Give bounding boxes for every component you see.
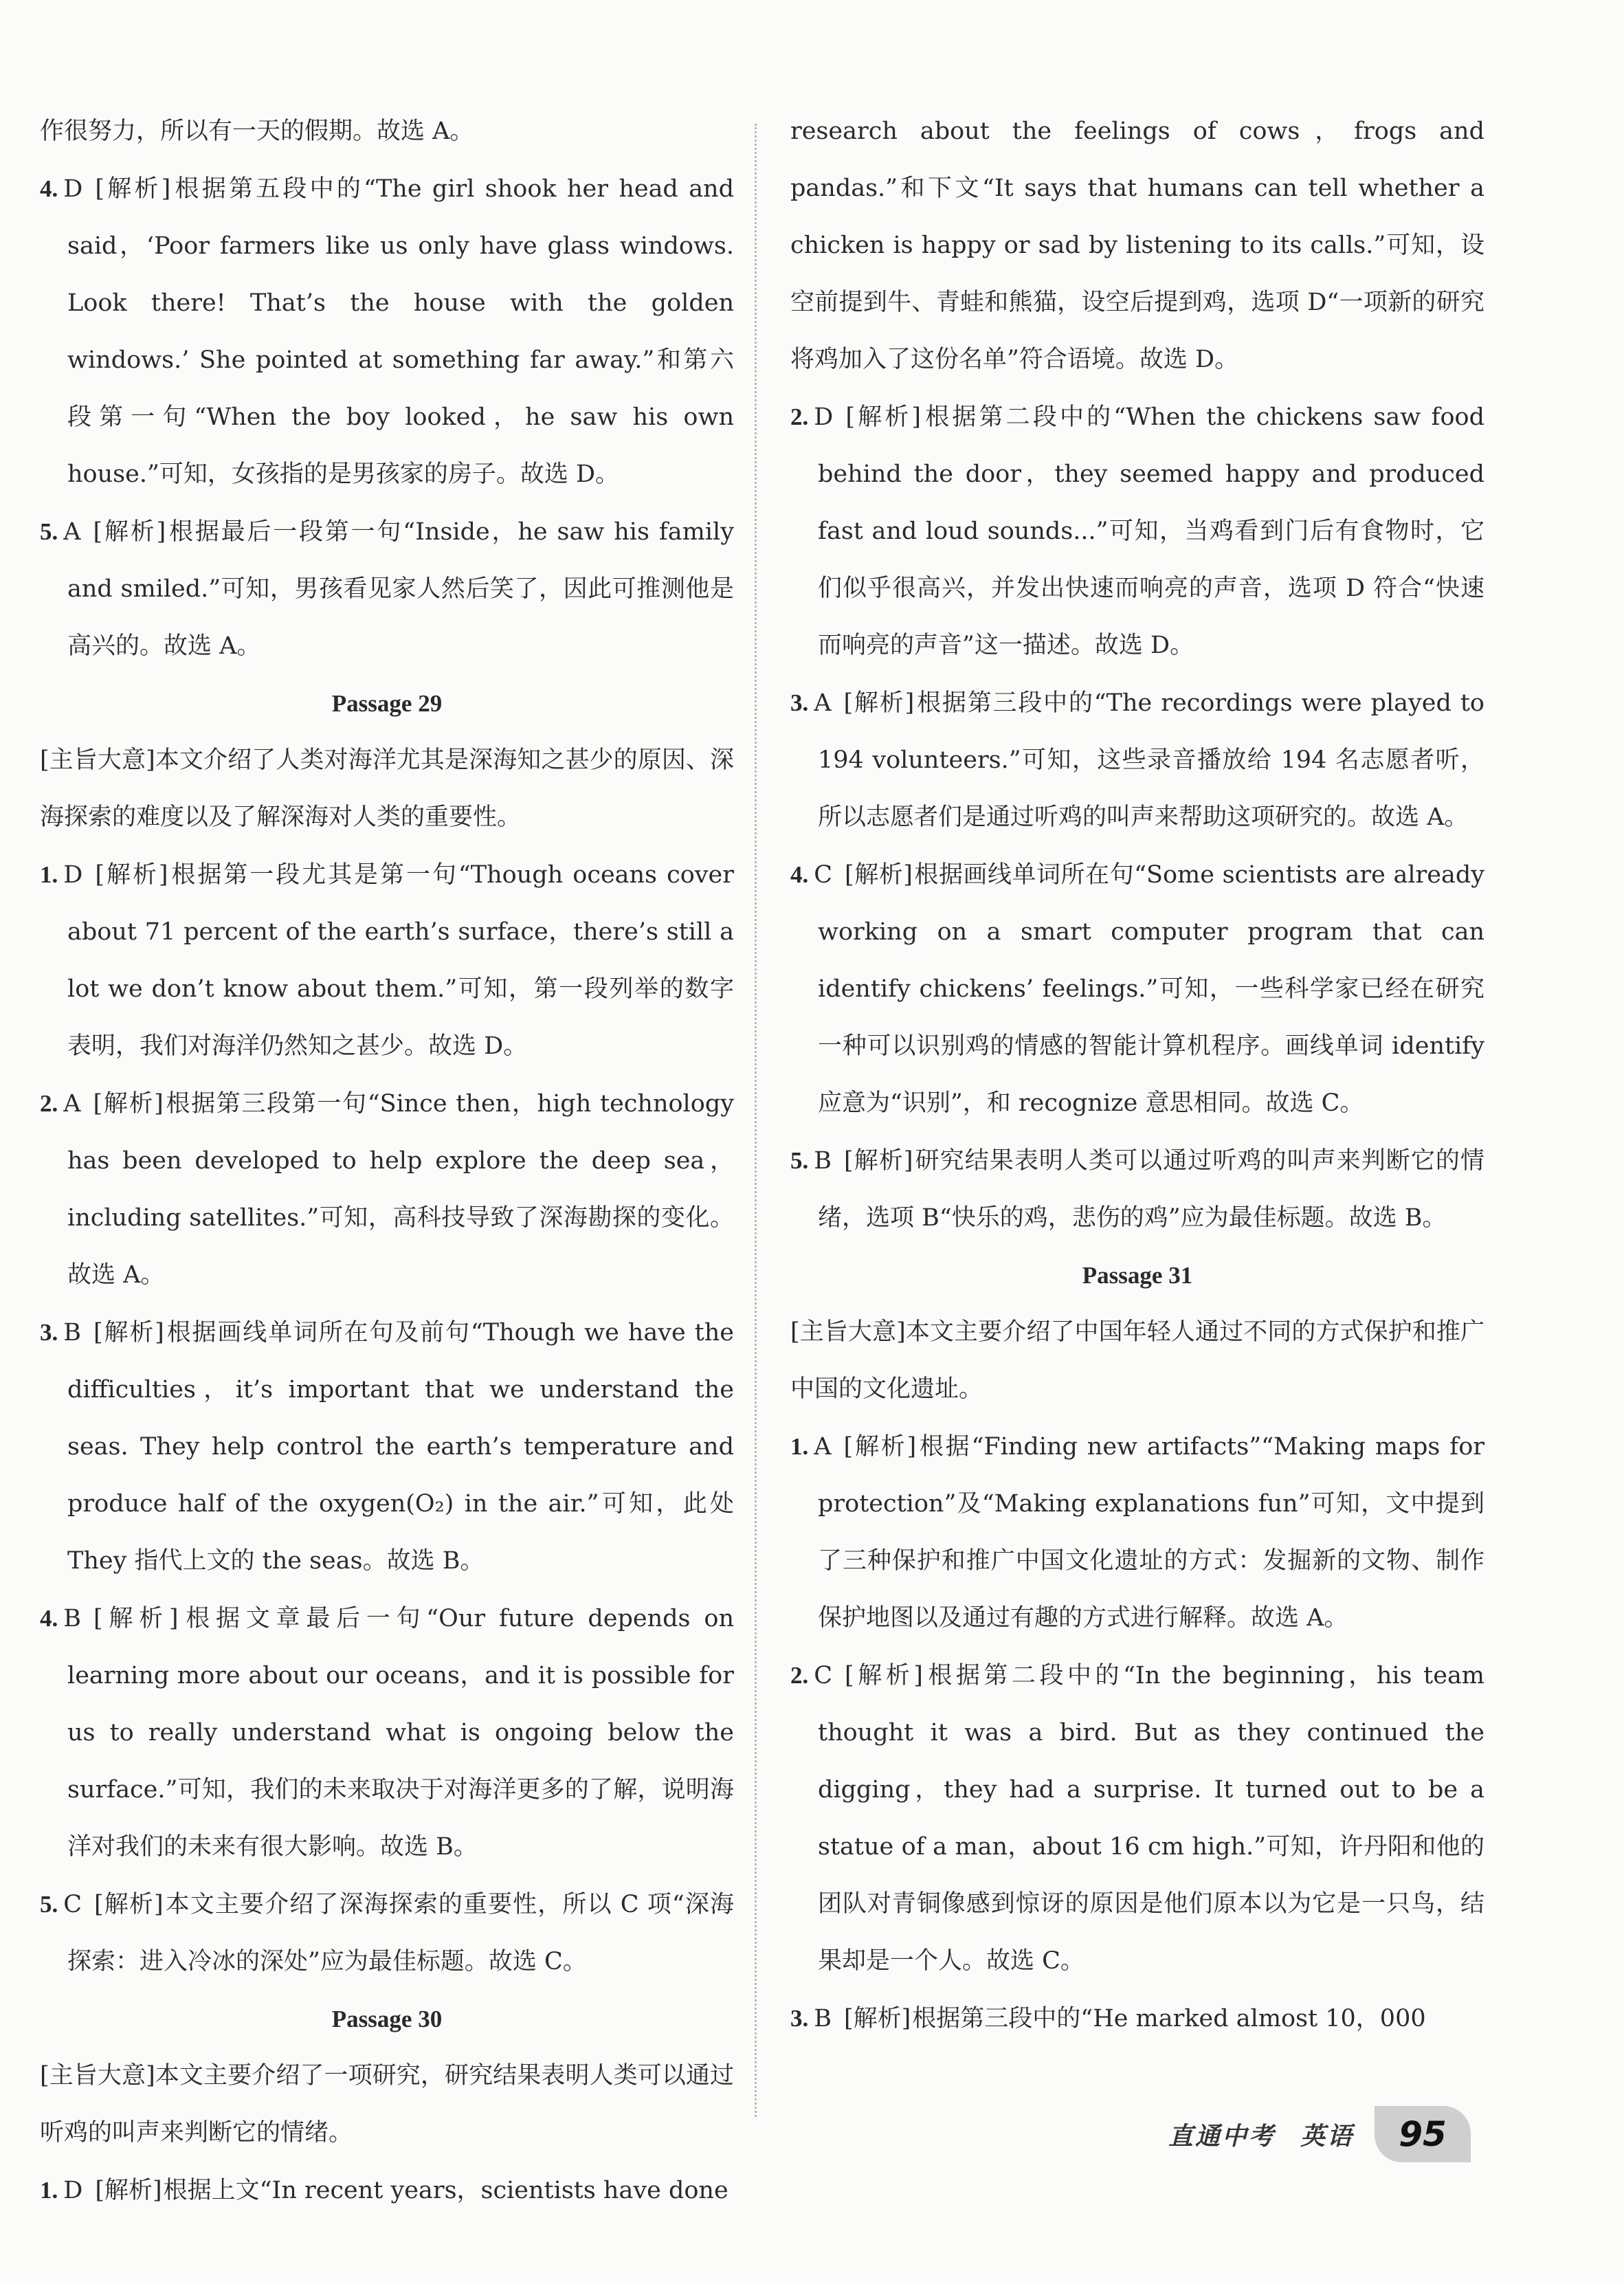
- answer-choice: D: [63, 175, 83, 203]
- analysis-tag: [解析]: [95, 861, 168, 889]
- answer-choice: D: [63, 861, 83, 889]
- answer-choice: A: [63, 1090, 81, 1118]
- answer-item: [790, 846, 1484, 1132]
- left-column: [40, 103, 734, 2219]
- answer-choice: C: [63, 1891, 82, 1918]
- footer-book-title: 直通中考: [1168, 2122, 1276, 2151]
- explanation-text: 根据第五段中的“The girl shook her head and said，‘Poor farmers like us only have glass windows. Look there! That’s the house with the golden windows.’ She pointed at something far away.”和第六段第一句“When the boy looked，he saw his own house.”可知，女孩指的是男孩家的房子。故选 D。: [67, 175, 735, 488]
- explanation-text: 研究结果表明人类可以通过听鸡的叫声来判断它的情绪，选项 B“快乐的鸡，悲伤的鸡”应为最佳标题。故选 B。: [818, 1147, 1484, 1232]
- text-block: research about the feelings of cows，frogs and pandas.”和下文“It says that humans can tell whether a chicken is happy or sad by listening to its calls.”可知，设空前提到牛、青蛙和熊猫，设空后提到鸡，选项 D“一项新的研究将鸡加入了这份名单”符合语境。故选 D。: [790, 118, 1484, 373]
- explanation-text: 根据最后一段第一句“Inside，he saw his family and smiled.”可知，男孩看见家人然后笑了，因此可推测他是高兴的。故选 A。: [67, 518, 734, 660]
- explanation-text: 根据画线单词所在句“Some scientists are already working on a smart computer program that can identify chickens’ feelings.”可知，一些科学家已经在研究一种可以识别鸡的情感的智能计算机程序。画线单词 identify 应意为“识别”，和 recognize 意思相同。故选 C。: [818, 861, 1484, 1117]
- answer-choice: D: [63, 2177, 83, 2204]
- question-number: 2.: [790, 1662, 809, 1689]
- answer-item: [40, 846, 734, 1075]
- analysis-tag: [解析]: [845, 861, 913, 889]
- explanation-text: 根据文章最后一句“Our future depends on learning more about our oceans，and it is possible for us to really understand what is ongoing below the surface.”可知，我们的未来取决于对海洋更多的了解，说明海洋对我们的未来有很大影响。故选 B。: [67, 1605, 734, 1861]
- explanation-text: 根据第一段尤其是第一句“Though oceans cover about 71 percent of the earth’s surface，there’s still a lot we don’t know about them.”可知，第一段列举的数字表明，我们对海洋仍然知之甚少。故选 D。: [67, 861, 734, 1060]
- answer-choice: B: [814, 2005, 832, 2032]
- answer-choice: A: [814, 1433, 832, 1461]
- answer-choice: C: [814, 1662, 833, 1689]
- page-number: 95: [1399, 2114, 1447, 2154]
- answer-item: [40, 1876, 734, 1991]
- page-number-badge: [1375, 2106, 1471, 2162]
- answer-item: [790, 1418, 1484, 1647]
- explanation-text: 根据上文“In recent years，scientists have done: [163, 2177, 728, 2204]
- question-number: 4.: [790, 861, 809, 888]
- passage-title: Passage 31: [1082, 1262, 1193, 1289]
- explanation-text: 根据第三段中的“He marked almost 10，000: [912, 2005, 1426, 2032]
- answer-item: [40, 160, 734, 503]
- answer-choice: C: [814, 861, 833, 889]
- analysis-tag: [解析]: [93, 1090, 164, 1118]
- question-number: 1.: [40, 2177, 58, 2204]
- answer-item: [40, 1590, 734, 1876]
- analysis-tag: [解析]: [843, 1147, 913, 1175]
- analysis-tag: [解析]: [93, 1605, 179, 1632]
- answer-item: [790, 674, 1484, 846]
- answer-item: [790, 1990, 1484, 2048]
- passage-title: Passage 29: [331, 690, 443, 717]
- answer-item: [40, 503, 734, 675]
- page-footer: [1168, 2100, 1471, 2169]
- explanation-text: 根据画线单词所在句及前句“Though we have the difficulties，it’s important that we understand the seas. They help control the earth’s temperature and produce half of the oxygen(O₂) in the air.”可知，此处 They 指代上文的 the seas。故选 B。: [67, 1319, 734, 1575]
- answer-item: [790, 388, 1484, 674]
- explanation-text: 根据第二段中的“When the chickens saw food behind the door，they seemed happy and produced fast and loud sounds...”可知，当鸡看到门后有食物时，它们似乎很高兴，并发出快速而响亮的声音，选项 D 符合“快速而响亮的声音”这一描述。故选 D。: [818, 403, 1485, 659]
- answer-item: [40, 1304, 734, 1590]
- answer-item: [40, 1075, 734, 1304]
- question-number: 5.: [40, 518, 58, 545]
- answer-choice: B: [63, 1605, 81, 1632]
- explanation-text: 本文主要介绍了深海探索的重要性，所以 C 项“深海探索：进入冷冰的深处”应为最佳标题。故选 C。: [67, 1891, 734, 1975]
- analysis-tag: [解析]: [843, 2005, 911, 2032]
- explanation-text: 根据“Finding new artifacts”“Making maps for protection”及“Making explanations fun”可知，文中提到了三种保护和推广中国文化遗址的方式：发掘新的文物、制作保护地图以及通过有趣的方式进行解释。故选 A。: [818, 1433, 1484, 1632]
- question-number: 3.: [790, 2005, 809, 2032]
- analysis-tag: [解析]: [95, 175, 171, 203]
- question-number: 4.: [40, 175, 58, 202]
- analysis-tag: [解析]: [95, 2177, 162, 2204]
- question-number: 3.: [790, 689, 809, 716]
- text-block: [主旨大意]本文介绍了人类对海洋尤其是深海知之甚少的原因、深海探索的难度以及了解深海对人类的重要性。: [40, 746, 734, 831]
- analysis-tag: [解析]: [843, 689, 915, 717]
- analysis-tag: [解析]: [93, 1319, 164, 1346]
- question-number: 1.: [40, 861, 58, 888]
- answer-choice: B: [814, 1147, 832, 1175]
- question-number: 2.: [40, 1090, 58, 1117]
- question-number: 5.: [40, 1891, 58, 1918]
- right-column: [790, 103, 1484, 2048]
- question-number: 5.: [790, 1147, 809, 1174]
- footer-subject: 英语: [1300, 2122, 1355, 2151]
- explanation-text: 根据第三段第一句“Since then，high technology has been developed to help explore the deep sea，including satellites.”可知，高科技导致了深海勘探的变化。故选 A。: [67, 1090, 734, 1289]
- analysis-tag: [解析]: [93, 518, 166, 546]
- answer-choice: A: [63, 518, 81, 546]
- explanation-text: 根据第三段中的“The recordings were played to 194 volunteers.”可知，这些录音播放给 194 名志愿者听，所以志愿者们是通过听鸡的叫声来帮助这项研究的。故选 A。: [818, 689, 1484, 831]
- answer-item: [40, 2162, 734, 2219]
- answer-item: [790, 1132, 1484, 1247]
- analysis-tag: [解析]: [845, 403, 922, 431]
- answer-choice: A: [814, 689, 832, 717]
- analysis-tag: [解析]: [843, 1433, 917, 1461]
- explanation-text: 根据第二段中的“In the beginning，his team thought it was a bird. But as they continued the digging，they had a surprise. It turned out to be a statue of a man，about 16 cm high.”可知，许丹阳和他的团队对青铜像感到惊讶的原因是他们原本以为它是一只鸟，结果却是一个人。故选 C。: [818, 1662, 1484, 1975]
- question-number: 4.: [40, 1605, 58, 1632]
- question-number: 2.: [790, 403, 809, 430]
- column-divider: [755, 124, 757, 2117]
- analysis-tag: [解析]: [94, 1891, 164, 1918]
- question-number: 3.: [40, 1319, 58, 1346]
- passage-title: Passage 30: [331, 2006, 443, 2032]
- text-block: [主旨大意]本文主要介绍了中国年轻人通过不同的方式保护和推广中国的文化遗址。: [790, 1318, 1484, 1403]
- text-block: [主旨大意]本文主要介绍了一项研究，研究结果表明人类可以通过听鸡的叫声来判断它的情绪。: [40, 2062, 734, 2147]
- answer-choice: B: [63, 1319, 81, 1346]
- text-block: 作很努力，所以有一天的假期。故选 A。: [40, 118, 474, 145]
- analysis-tag: [解析]: [845, 1662, 923, 1689]
- answer-item: [790, 1647, 1484, 1990]
- question-number: 1.: [790, 1433, 809, 1460]
- answer-choice: D: [814, 403, 834, 431]
